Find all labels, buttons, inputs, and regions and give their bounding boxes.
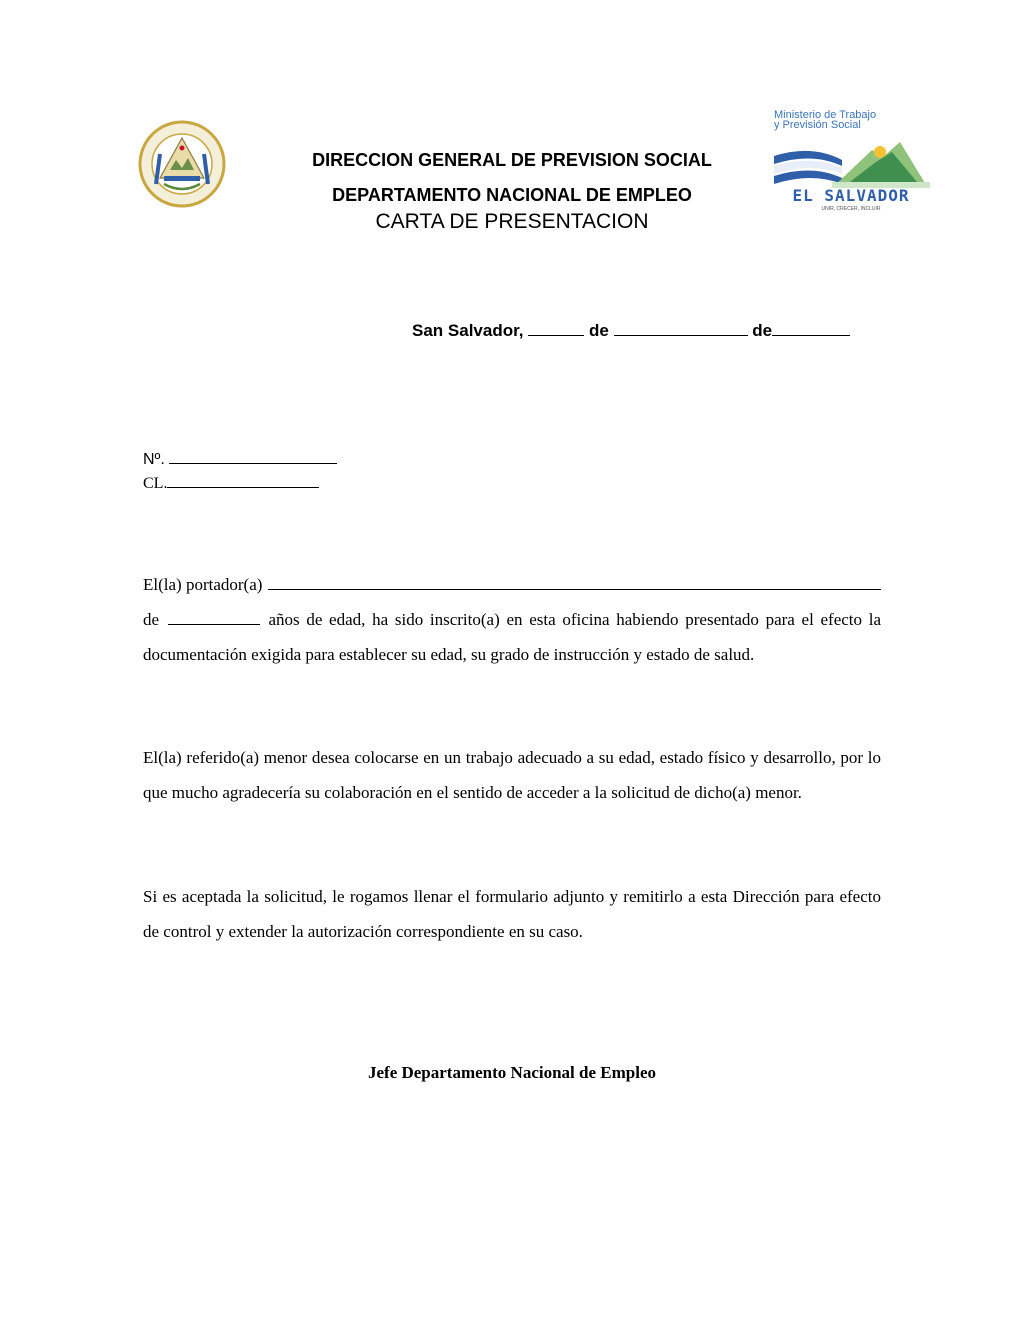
number-line bbox=[143, 451, 337, 469]
date-line bbox=[412, 320, 850, 341]
paragraph-solicitud: Si es aceptada la solicitud, le rogamos llenar el formulario adjunto y remitirlo a esta Dirección para efecto de control y extender la autorización correspondiente en su caso. bbox=[143, 887, 881, 941]
portador-name-blank[interactable] bbox=[268, 577, 881, 590]
paragraph-portador bbox=[143, 567, 881, 672]
signature-title: Jefe Departamento Nacional de Empleo bbox=[367, 1063, 656, 1082]
year-blank[interactable] bbox=[772, 320, 850, 336]
header-departamento: DEPARTAMENTO NACIONAL DE EMPLEO bbox=[332, 185, 692, 205]
document-title: CARTA DE PRESENTACION bbox=[375, 210, 649, 233]
number-label: Nº. bbox=[143, 451, 165, 468]
cl-blank[interactable] bbox=[167, 474, 319, 488]
paragraph-referido: El(la) referido(a) menor desea colocarse en un trabajo adecuado a su edad, estado físico y desarrollo, por lo que mucho agradecería su colaboración en el sentido de acceder a la solicitud de dicho(a) menor. bbox=[143, 748, 881, 802]
cl-line bbox=[143, 474, 319, 493]
header-direccion-general: DIRECCION GENERAL DE PREVISION SOCIAL bbox=[312, 150, 712, 170]
number-blank[interactable] bbox=[169, 451, 337, 464]
date-city: San Salvador, bbox=[412, 321, 524, 340]
el-salvador-wordmark: EL SALVADOR bbox=[792, 186, 910, 205]
ministry-logo bbox=[772, 110, 930, 212]
date-de-2: de bbox=[752, 321, 773, 340]
age-blank[interactable] bbox=[168, 611, 260, 625]
day-blank[interactable] bbox=[528, 320, 584, 336]
age-de-label: de bbox=[143, 610, 160, 629]
date-de-1: de bbox=[588, 321, 609, 340]
month-blank[interactable] bbox=[614, 320, 748, 336]
coat-of-arms-seal-icon bbox=[138, 120, 226, 208]
ministry-tagline: UNIR, CRECER, INCLUIR bbox=[821, 206, 881, 212]
portador-row bbox=[143, 567, 881, 602]
paragraph-1-text: años de edad, ha sido inscrito(a) en esta oficina habiendo presentado para el efecto la documentación exigida para establecer su edad, su grado de instrucción y estado de salud. bbox=[143, 610, 881, 664]
ministry-name-line1: Ministerio de Trabajo bbox=[774, 109, 877, 121]
ministry-name-line2: y Previsión Social bbox=[774, 119, 861, 131]
cl-label: CL. bbox=[143, 475, 168, 492]
portador-label: El(la) portador(a) bbox=[143, 575, 263, 594]
